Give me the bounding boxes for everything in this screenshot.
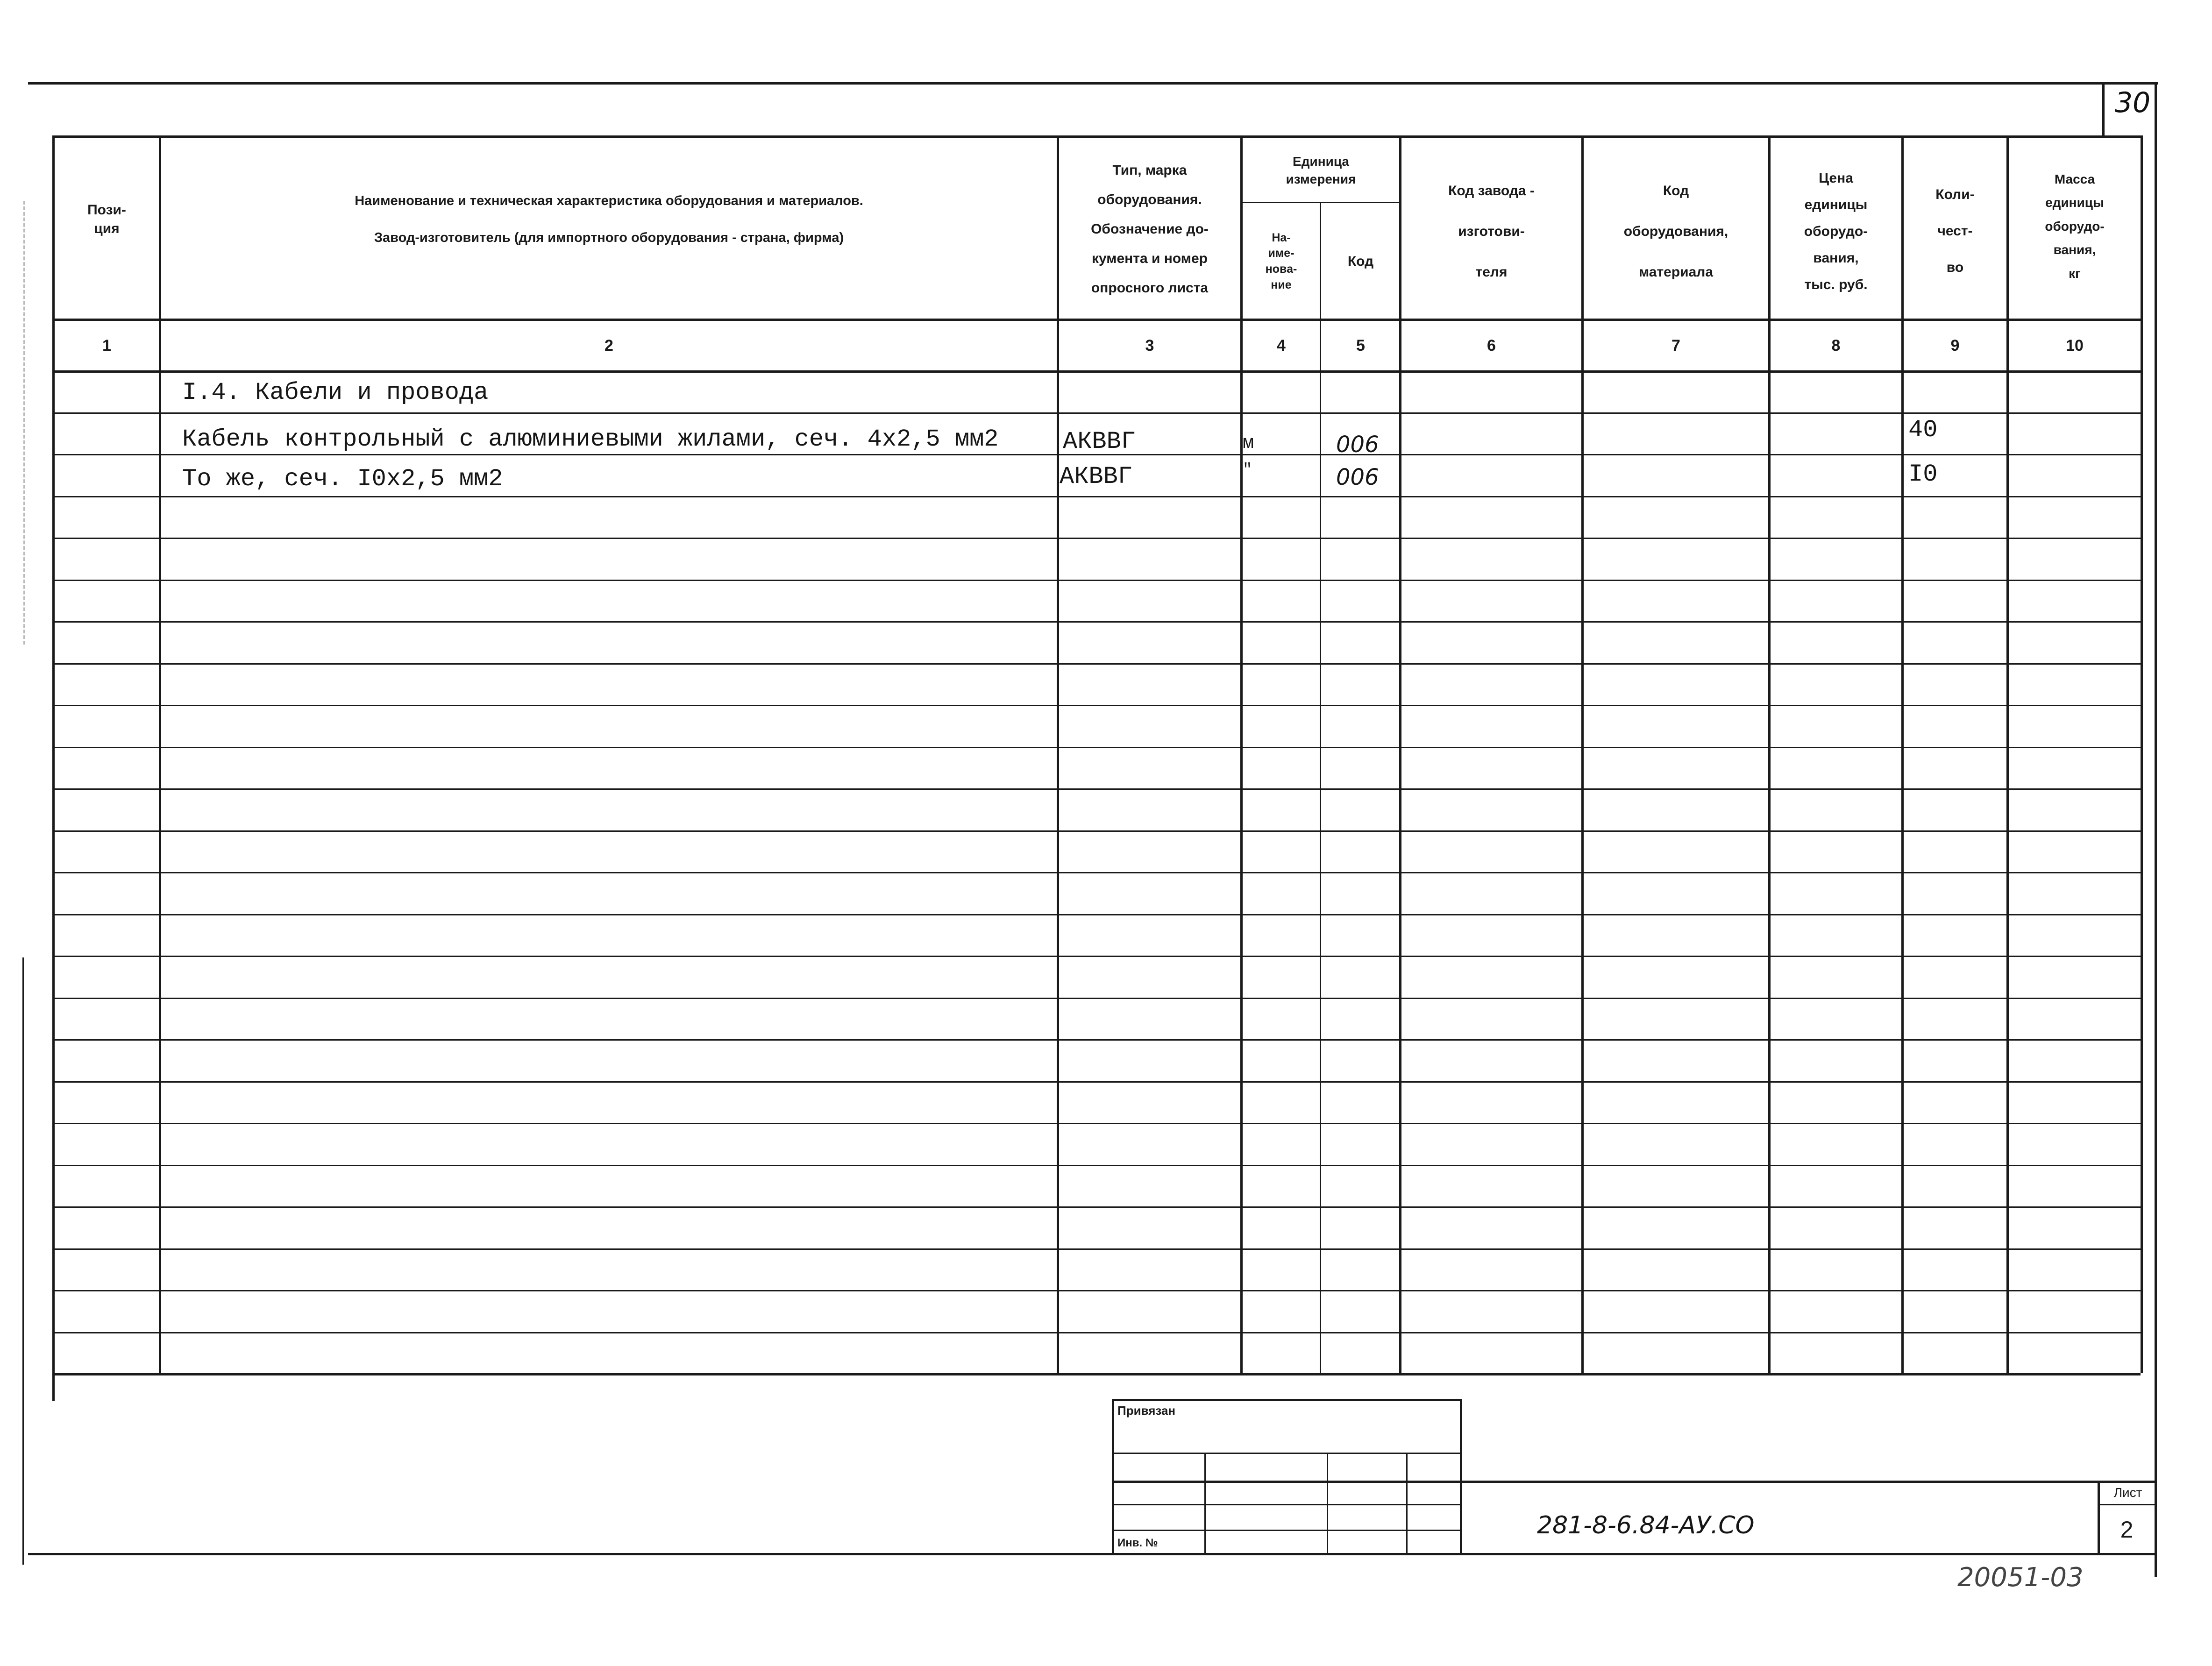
header-col10-text: Масса единицы оборудо- вания, кг <box>2045 172 2105 281</box>
header-col10 <box>2009 140 2141 313</box>
header-col8 <box>1771 145 1901 318</box>
row-line <box>52 830 2141 832</box>
row-3-unit: " <box>1243 461 1252 479</box>
row-2-code: 006 <box>1336 432 1379 458</box>
header-col1 <box>55 177 159 262</box>
stamp-main-line <box>1112 1481 2156 1483</box>
header-col5 <box>1322 206 1399 318</box>
row-line <box>52 998 2141 999</box>
row-line <box>52 412 2141 414</box>
header-col6 <box>1401 145 1581 318</box>
header-col6-text: Код завода - изготови- теля <box>1448 183 1535 280</box>
header-unit-group <box>1243 140 1399 201</box>
row-line <box>52 872 2141 873</box>
stamp-v-4 <box>1406 1453 1408 1553</box>
row-line <box>52 705 2141 706</box>
header-col4 <box>1243 206 1320 318</box>
header-col3-text: Тип, марка оборудования. Обозначение до- кумента и номер опросного листа <box>1091 162 1209 296</box>
row-line <box>52 1081 2141 1083</box>
row-3-type: АКВВГ <box>1060 463 1133 490</box>
row-line <box>52 1290 2141 1291</box>
col-line-7 <box>1768 135 1771 1373</box>
row-2-type: АКВВГ <box>1063 428 1136 455</box>
row-3-name: То же, сеч. I0х2,5 мм2 <box>182 465 503 493</box>
header-col1-text: Пози- ция <box>87 202 126 236</box>
row-line <box>52 1332 2141 1333</box>
row-line <box>52 788 2141 790</box>
table-bottom-line <box>52 1373 2141 1375</box>
stamp-v-5 <box>1460 1399 1462 1555</box>
row-3-code: 006 <box>1336 464 1379 490</box>
col-line-9 <box>2006 135 2009 1373</box>
sheet-box-mid <box>2098 1504 2156 1505</box>
header-col2-line2: Завод-изготовитель (для импортного оборудования - страна, фирма) <box>374 230 844 245</box>
header-unit-group-text: Единица измерения <box>1286 154 1356 186</box>
header-col9 <box>1904 145 2006 318</box>
header-col7-text: Код оборудования, материала <box>1623 183 1728 280</box>
header-col5-text: Код <box>1347 253 1374 269</box>
row-line <box>52 621 2141 623</box>
header-col4-text: На- име- нова- ние <box>1265 231 1297 291</box>
colnum-4: 4 <box>1277 336 1286 354</box>
col-line-5 <box>1399 135 1401 1373</box>
row-line <box>52 663 2141 665</box>
colnum-6: 6 <box>1487 336 1496 354</box>
col-line-10 <box>2141 135 2143 1373</box>
colnum-9: 9 <box>1950 336 1960 354</box>
stamp-v-1 <box>1112 1399 1114 1555</box>
header-col3 <box>1059 140 1240 318</box>
privyazan-label: Привязан <box>1117 1404 1176 1418</box>
stamp-top-line <box>1112 1399 1460 1401</box>
row-line <box>52 914 2141 915</box>
col-line-6 <box>1581 135 1584 1373</box>
row-line <box>52 747 2141 748</box>
row-line <box>52 496 2141 497</box>
colnum-5: 5 <box>1356 336 1365 354</box>
row-line <box>52 1165 2141 1166</box>
row-3-qty: I0 <box>1908 461 1938 488</box>
stamp-line-4 <box>1112 1530 1460 1531</box>
colnum-7: 7 <box>1671 336 1680 354</box>
document-code: 281-8-6.84-АУ.СО <box>1537 1511 1755 1539</box>
stamp-line-3 <box>1112 1504 1460 1505</box>
row-1-name: I.4. Кабели и провода <box>182 379 489 406</box>
header-col9-text: Коли- чест- во <box>1935 187 1975 275</box>
col-line-8 <box>1901 135 1904 1373</box>
archive-number: 20051-03 <box>1957 1562 2084 1593</box>
row-line <box>52 1123 2141 1124</box>
row-2-qty: 40 <box>1908 416 1938 444</box>
stamp-v-2 <box>1204 1453 1206 1553</box>
header-col2-line1: Наименование и техническая характеристика оборудования и материалов. <box>355 193 863 208</box>
row-line <box>52 1206 2141 1208</box>
left-margin-marks <box>23 201 35 645</box>
row-line <box>52 956 2141 957</box>
sheet-label: Лист <box>2113 1485 2142 1500</box>
colnum-1: 1 <box>102 336 111 354</box>
row-line <box>52 580 2141 581</box>
header-bottom-line <box>52 319 2141 321</box>
sheet-corner-number: 30 <box>2114 86 2151 119</box>
col-line-2 <box>1057 135 1059 1373</box>
colnum-10: 10 <box>2066 336 2084 354</box>
row-2-name: Кабель контрольный с алюминиевыми жилами, сеч. 4х2,5 мм2 <box>182 425 999 453</box>
header-col2 <box>161 168 1057 271</box>
inv-label: Инв. № <box>1117 1537 1158 1549</box>
header-col8-text: Цена единицы оборудо- вания, тыс. руб. <box>1804 170 1868 292</box>
colnum-bottom-line <box>52 370 2141 373</box>
colnum-3: 3 <box>1145 336 1154 354</box>
row-line <box>52 538 2141 539</box>
col-line-4 <box>1320 202 1321 1373</box>
header-col7 <box>1584 145 1768 318</box>
colnum-8: 8 <box>1831 336 1841 354</box>
row-line <box>52 1248 2141 1250</box>
row-2-unit: м <box>1243 433 1254 454</box>
stamp-line-2 <box>1112 1453 1460 1454</box>
table-top-line <box>52 135 2141 138</box>
col-line-1 <box>159 135 161 1373</box>
col-line-3 <box>1240 135 1243 1373</box>
sheet-number: 2 <box>2120 1517 2134 1543</box>
row-line <box>52 1039 2141 1041</box>
colnum-2: 2 <box>605 336 613 354</box>
stamp-v-3 <box>1327 1453 1328 1553</box>
